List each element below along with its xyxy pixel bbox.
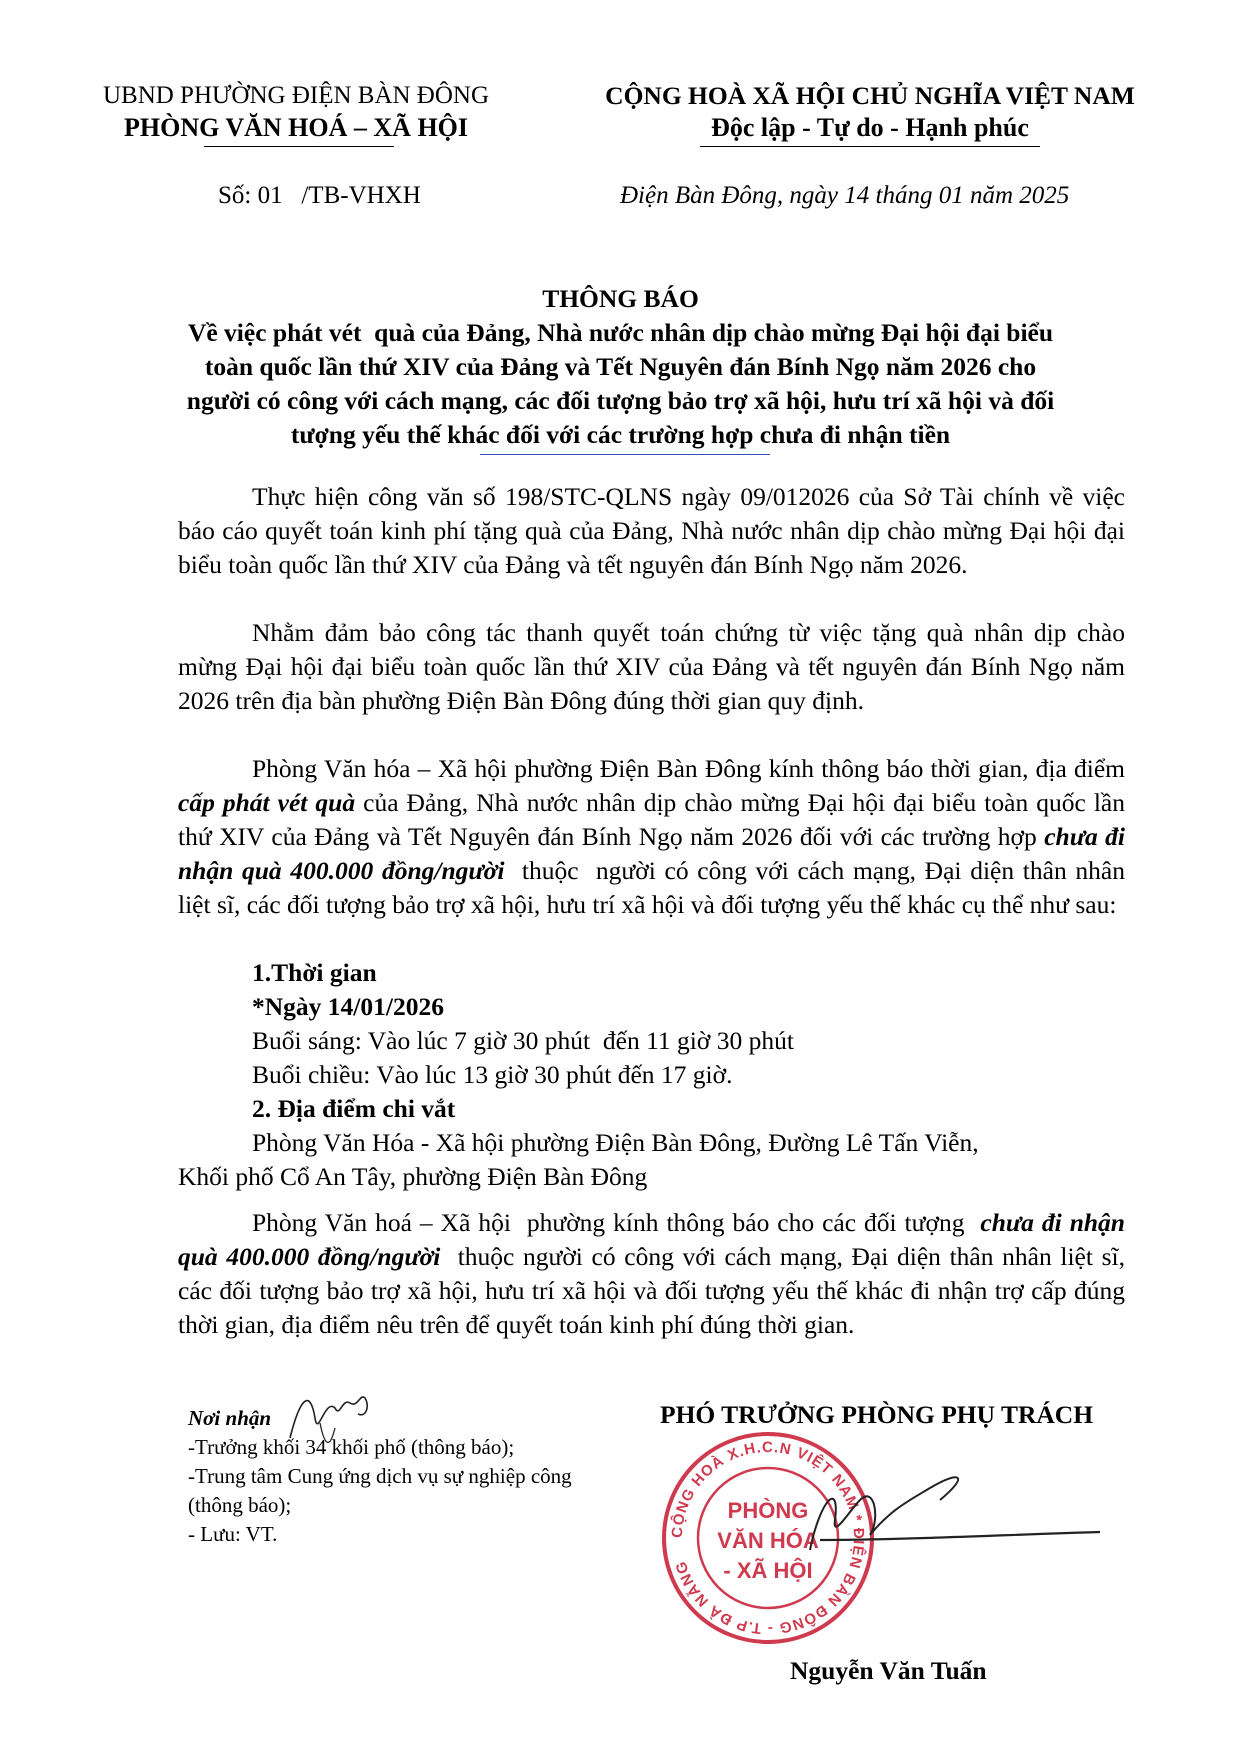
paragraph-3-emphasis: chưa đi nhận quà 400.000 đồng/người	[178, 822, 1125, 885]
seal-center-line: - XÃ HỘI	[723, 1558, 813, 1583]
seal-ring-text: CỘNG HOÀ X.H.C.N VIỆT NAM * ĐIỆN BÀN ĐÔNG - T.P ĐÀ NẴNG	[668, 1438, 868, 1638]
director-signature	[780, 1440, 1110, 1580]
section-1-heading: 1.Thời gian	[252, 958, 377, 987]
paragraph-4-emphasis: chưa đi nhận quà 400.000 đồng/người	[178, 1208, 1125, 1271]
notice-title-main: THÔNG BÁO	[542, 284, 699, 313]
nation-heading	[570, 80, 1170, 144]
nation-line1: CỘNG HOÀ XÃ HỘI CHỦ NGHĨA VIỆT NAM	[605, 81, 1135, 110]
recipient-item: -Trưởng khối 34 khối phố (thông báo);	[188, 1435, 515, 1459]
seal-center-line: PHÒNG	[727, 1498, 809, 1523]
motto-underline	[700, 146, 1040, 147]
section-2-heading: 2. Địa điểm chi vắt	[252, 1094, 456, 1123]
signer-position: PHÓ TRƯỞNG PHÒNG PHỤ TRÁCH	[660, 1400, 1094, 1429]
notice-subject-line: toàn quốc lần thứ XIV của Đảng và Tết Nguyên đán Bính Ngọ năm 2026 cho	[204, 352, 1037, 381]
section-2-address-1: Phòng Văn Hóa - Xã hội phường Điện Bàn Đông, Đường Lê Tấn Viễn,	[252, 1128, 979, 1157]
paragraph-3	[178, 752, 1132, 922]
agency-underline	[204, 146, 394, 147]
nation-line2: Độc lập - Tự do - Hạnh phúc	[711, 113, 1029, 142]
document-number: Số: 01 /TB-VHXH	[218, 182, 421, 209]
title-underline	[480, 454, 770, 455]
recipients-heading: Nơi nhận	[188, 1406, 272, 1430]
paragraph-3-text: của Đảng, Nhà nước nhân dịp chào mừng Đại hội đại biểu toàn quốc lần thứ XIV của Đảng và Tết Nguyên đán Bính Ngọ năm 2026 đối với các trường hợp	[178, 788, 1125, 851]
recipient-item: - Lưu: VT.	[188, 1522, 278, 1546]
section-1-morning: Buổi sáng: Vào lúc 7 giờ 30 phút đến 11 giờ 30 phút	[252, 1026, 794, 1055]
place-and-date: Điện Bàn Đông, ngày 14 tháng 01 năm 2025	[620, 182, 1070, 209]
paragraph-1: Thực hiện công văn số 198/STC-QLNS ngày 09/012026 của Sở Tài chính về việc báo cáo quyết toán kinh phí tặng quà của Đảng, Nhà nước nhân dịp chào mừng Đại hội đại biểu toàn quốc lần thứ XIV của Đảng và tết nguyên đán Bính Ngọ năm 2026.	[178, 482, 1125, 579]
notice-subject-line: người có công với cách mạng, các đối tượng bảo trợ xã hội, hưu trí xã hội và đối	[186, 386, 1055, 415]
section-1-afternoon: Buổi chiều: Vào lúc 13 giờ 30 phút đến 17 giờ.	[252, 1060, 733, 1089]
paragraph-3-text: thuộc người có công với cách mạng, Đại diện thân nhân liệt sĩ, các đối tượng bảo trợ xã hội, hưu trí xã hội và đối tượng yếu thế khác cụ thể như sau:	[178, 856, 1132, 919]
notice-subject-line: tượng yếu thế khác đối với các trường hợp chưa đi nhận tiền	[290, 420, 951, 449]
recipients-block	[188, 1404, 608, 1549]
paragraph-2: Nhằm đảm bảo công tác thanh quyết toán chứng từ việc tặng quà nhân dịp chào mừng Đại hội đại biểu toàn quốc lần thứ XIV của Đảng và tết nguyên đán Bính Ngọ năm 2026 trên địa bàn phường Điện Bàn Đông đúng thời gian quy định.	[178, 618, 1125, 715]
signer-name: Nguyễn Văn Tuấn	[790, 1656, 987, 1685]
paragraph-4-text: Phòng Văn hoá – Xã hội phường kính thông báo cho các đối tượng	[252, 1208, 981, 1237]
paragraph-4	[178, 1206, 1132, 1342]
section-2-address-2: Khối phố Cổ An Tây, phường Điện Bàn Đông	[178, 1162, 648, 1191]
notice-subject-line: Về việc phát vét quà của Đảng, Nhà nước nhân dịp chào mừng Đại hội đại biểu	[187, 318, 1054, 347]
agency-line1: UBND PHƯỜNG ĐIỆN BÀN ĐÔNG	[102, 82, 490, 109]
agency-line2: PHÒNG VĂN HOÁ – XÃ HỘI	[123, 113, 469, 142]
paragraph-3-text: Phòng Văn hóa – Xã hội phường Điện Bàn Đông kính thông báo thời gian, địa điểm	[252, 754, 1125, 783]
paragraph-3-emphasis: cấp phát vét quà	[178, 788, 356, 817]
paragraph-4-text: thuộc người có công với cách mạng, Đại diện thân nhân liệt sĩ, các đối tượng bảo trợ xã hội, hưu trí xã hội và đối tượng yếu thế khác đi nhận trợ cấp đúng thời gian, địa điểm nêu trên để quyết toán kinh phí đúng thời gian.	[178, 1242, 1132, 1339]
section-1-date: *Ngày 14/01/2026	[252, 992, 444, 1021]
agency-name	[100, 80, 492, 144]
notice-title	[118, 282, 1123, 452]
recipient-item: -Trung tâm Cung ứng dịch vụ sự nghiệp công (thông báo);	[188, 1464, 572, 1517]
seal-center-line: VĂN HÓA	[717, 1528, 819, 1553]
initial-signature	[280, 1378, 390, 1458]
